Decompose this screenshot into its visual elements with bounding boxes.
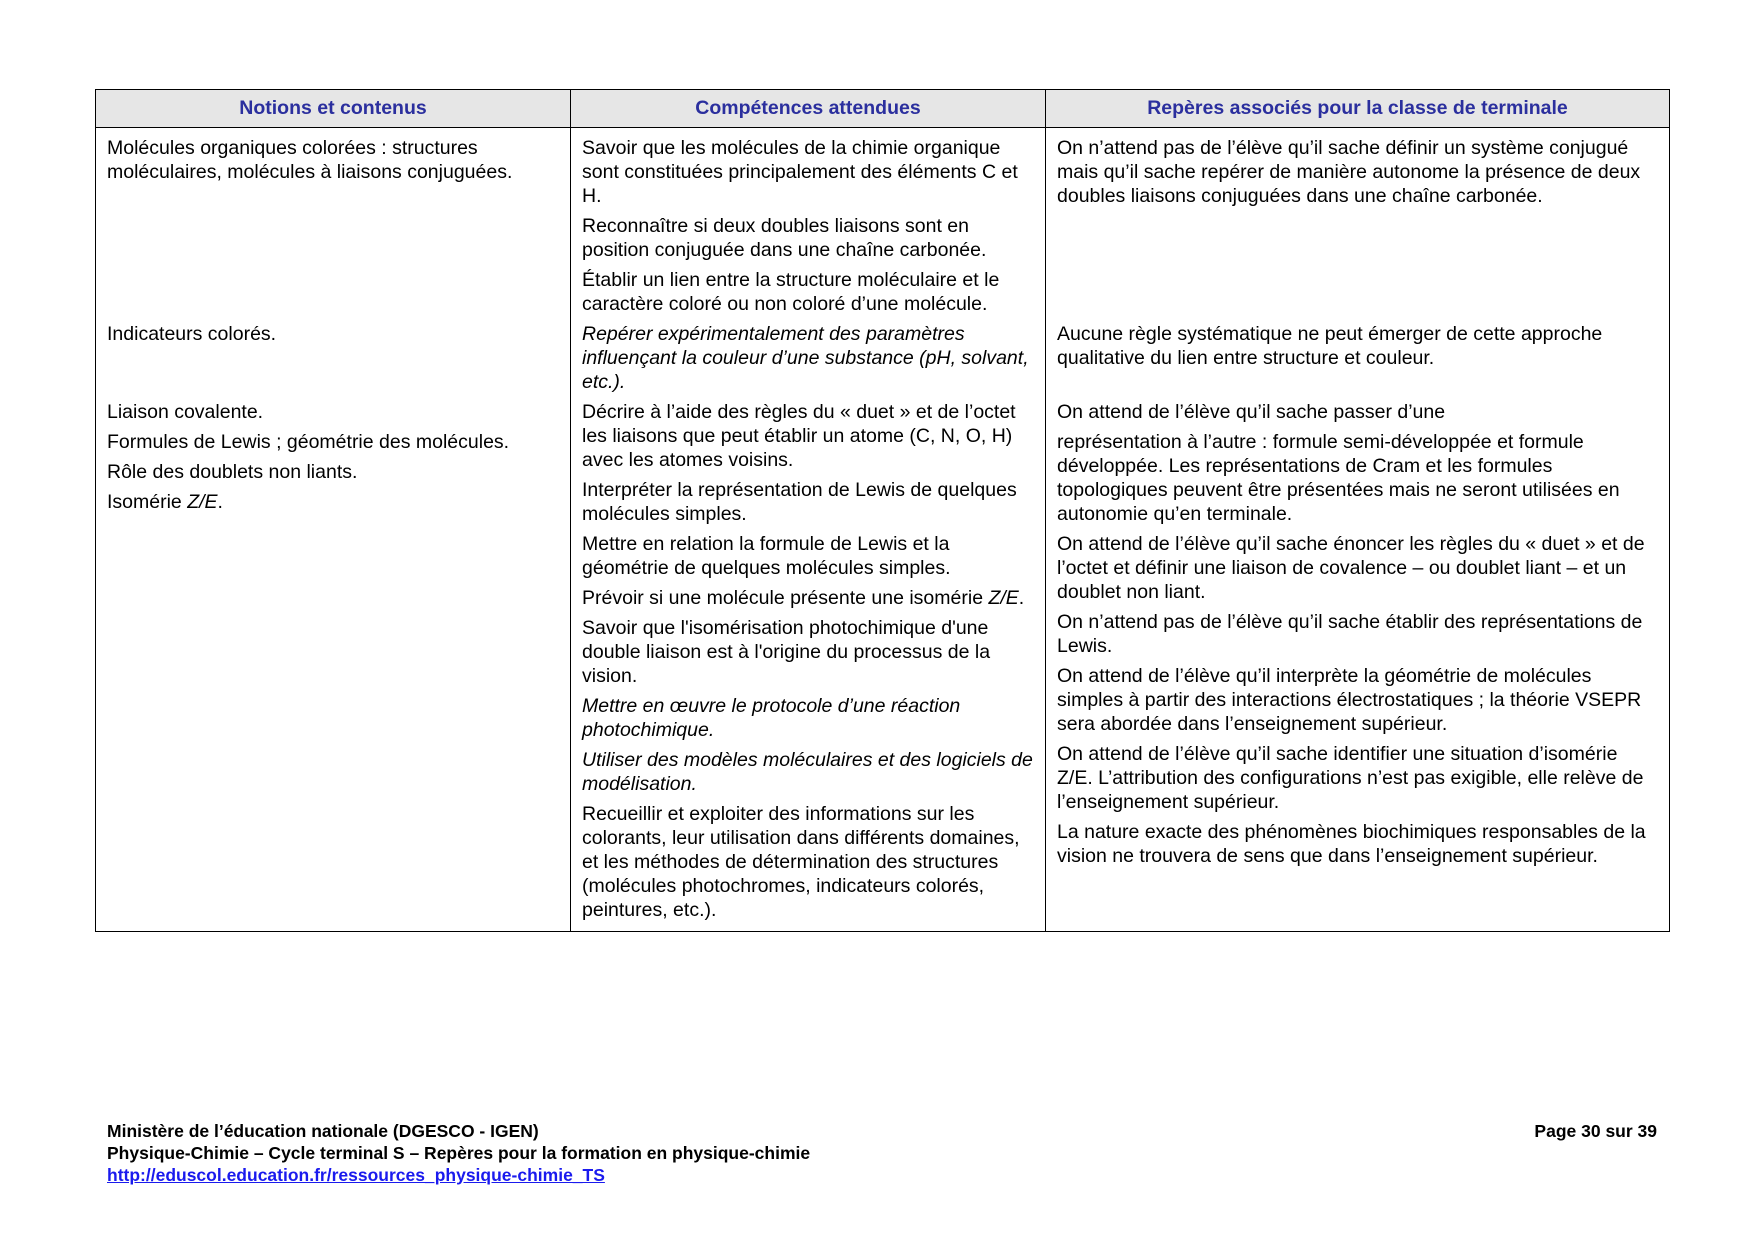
cell-paragraph: Mettre en œuvre le protocole d’une réaction photochimique.	[582, 695, 961, 741]
cell-paragraph: Utiliser des modèles moléculaires et des logiciels de modélisation.	[582, 749, 1033, 795]
cell-paragraph: On n’attend pas de l’élève qu’il sache définir un système conjugué mais qu’il sache repérer de manière autonome la présence de deux doubles liaisons conjuguées dans une chaîne carbonée.	[1057, 137, 1641, 207]
cell-paragraph: On attend de l’élève qu’il sache identifier une situation d’isomérie Z/E. L’attribution des configurations n’est pas exigible, elle relève de l’enseignement supérieur.	[1057, 743, 1644, 813]
cell-paragraph: Molécules organiques colorées : structures moléculaires, molécules à liaisons conjuguées.	[107, 137, 513, 183]
cell-notions	[96, 322, 571, 400]
cell-paragraph: Indicateurs colorés.	[107, 323, 277, 345]
cell-paragraph: Décrire à l’aide des règles du « duet » et de l’octet les liaisons que peut établir un atome (C, N, O, H) avec les atomes voisins.	[582, 401, 1016, 471]
cell-paragraph: Reconnaître si deux doubles liaisons sont en position conjuguée dans une chaîne carbonée.	[582, 215, 987, 261]
cell-paragraph: On n’attend pas de l’élève qu’il sache établir des représentations de Lewis.	[1057, 611, 1643, 657]
cell-reperes	[1046, 322, 1670, 400]
cell-paragraph: Aucune règle systématique ne peut émerger de cette approche qualitative du lien entre structure et couleur.	[1057, 323, 1603, 369]
cell-paragraph: Interpréter la représentation de Lewis de quelques molécules simples.	[582, 479, 1017, 525]
cell-paragraph: On attend de l’élève qu’il interprète la géométrie de molécules simples à partir des interactions électrostatiques ; la théorie VSEPR sera abordée dans l’enseignement supérieur.	[1057, 665, 1642, 735]
header-reperes: Repères associés pour la classe de terminale	[1046, 90, 1670, 128]
cell-paragraph: Rôle des doublets non liants.	[107, 461, 358, 483]
table-row	[96, 322, 1670, 400]
cell-paragraph: On attend de l’élève qu’il sache passer d’une	[1057, 401, 1446, 423]
cell-paragraph: Savoir que les molécules de la chimie organique sont constituées principalement des éléments C et H.	[582, 137, 1018, 207]
cell-competences	[571, 128, 1046, 323]
cell-notions	[96, 128, 571, 323]
text-segment: .	[1018, 587, 1025, 609]
cell-paragraph	[107, 490, 559, 514]
emphasis-term: Z/E	[988, 587, 1019, 609]
cell-competences	[571, 400, 1046, 932]
page-footer	[107, 1120, 1657, 1186]
cell-paragraph: La nature exacte des phénomènes biochimiques responsables de la vision ne trouvera de sens que dans l’enseignement supérieur.	[1057, 821, 1646, 867]
cell-paragraph: représentation à l’autre : formule semi-développée et formule développée. Les représentations de Cram et les formules topologiques peuvent être présentées mais ne seront utilisées en autonomie qu’en terminale.	[1057, 431, 1620, 525]
emphasis-term: Z/E	[187, 491, 218, 513]
cell-paragraph: Mettre en relation la formule de Lewis et la géométrie de quelques molécules simples.	[582, 533, 951, 579]
text-segment: .	[217, 491, 223, 513]
cell-competences	[571, 322, 1046, 400]
page-number: Page 30 sur 39	[1534, 1121, 1657, 1141]
header-notions: Notions et contenus	[96, 90, 571, 128]
cell-paragraph: Établir un lien entre la structure moléculaire et le caractère coloré ou non coloré d’une molécule.	[582, 269, 1000, 315]
table-header-row	[96, 90, 1670, 128]
footer-ministry: Ministère de l’éducation nationale (DGESCO - IGEN)	[107, 1121, 539, 1141]
cell-paragraph: Savoir que l'isomérisation photochimique d'une double liaison est à l'origine du processus de la vision.	[582, 617, 991, 687]
footer-document-title: Physique-Chimie – Cycle terminal S – Repères pour la formation en physique-chimie	[107, 1143, 811, 1163]
text-segment: Prévoir si une molécule présente une isomérie	[582, 587, 989, 609]
cell-paragraph	[582, 586, 1034, 610]
text-segment: Isomérie	[107, 491, 188, 513]
cell-reperes	[1046, 400, 1670, 932]
header-competences: Compétences attendues	[571, 90, 1046, 128]
cell-paragraph: Liaison covalente.	[107, 401, 264, 423]
cell-paragraph: Recueillir et exploiter des informations sur les colorants, leur utilisation dans différents domaines, et les méthodes de détermination des structures (molécules photochromes, indicateurs colorés, peintures, etc.).	[582, 803, 1020, 921]
cell-reperes	[1046, 128, 1670, 323]
cell-paragraph: On attend de l’élève qu’il sache énoncer les règles du « duet » et de l’octet et définir une liaison de covalence – ou doublet liant – et un doublet non liant.	[1057, 533, 1645, 603]
program-table	[95, 89, 1670, 932]
cell-paragraph: Repérer expérimentalement des paramètres influençant la couleur d’une substance (pH, solvant, etc.).	[582, 323, 1029, 393]
table-row	[96, 128, 1670, 323]
cell-notions	[96, 400, 571, 932]
footer-link[interactable]: http://eduscol.education.fr/ressources_physique-chimie_TS	[107, 1165, 605, 1185]
cell-paragraph: Formules de Lewis ; géométrie des molécules.	[107, 431, 510, 453]
table-row	[96, 400, 1670, 932]
